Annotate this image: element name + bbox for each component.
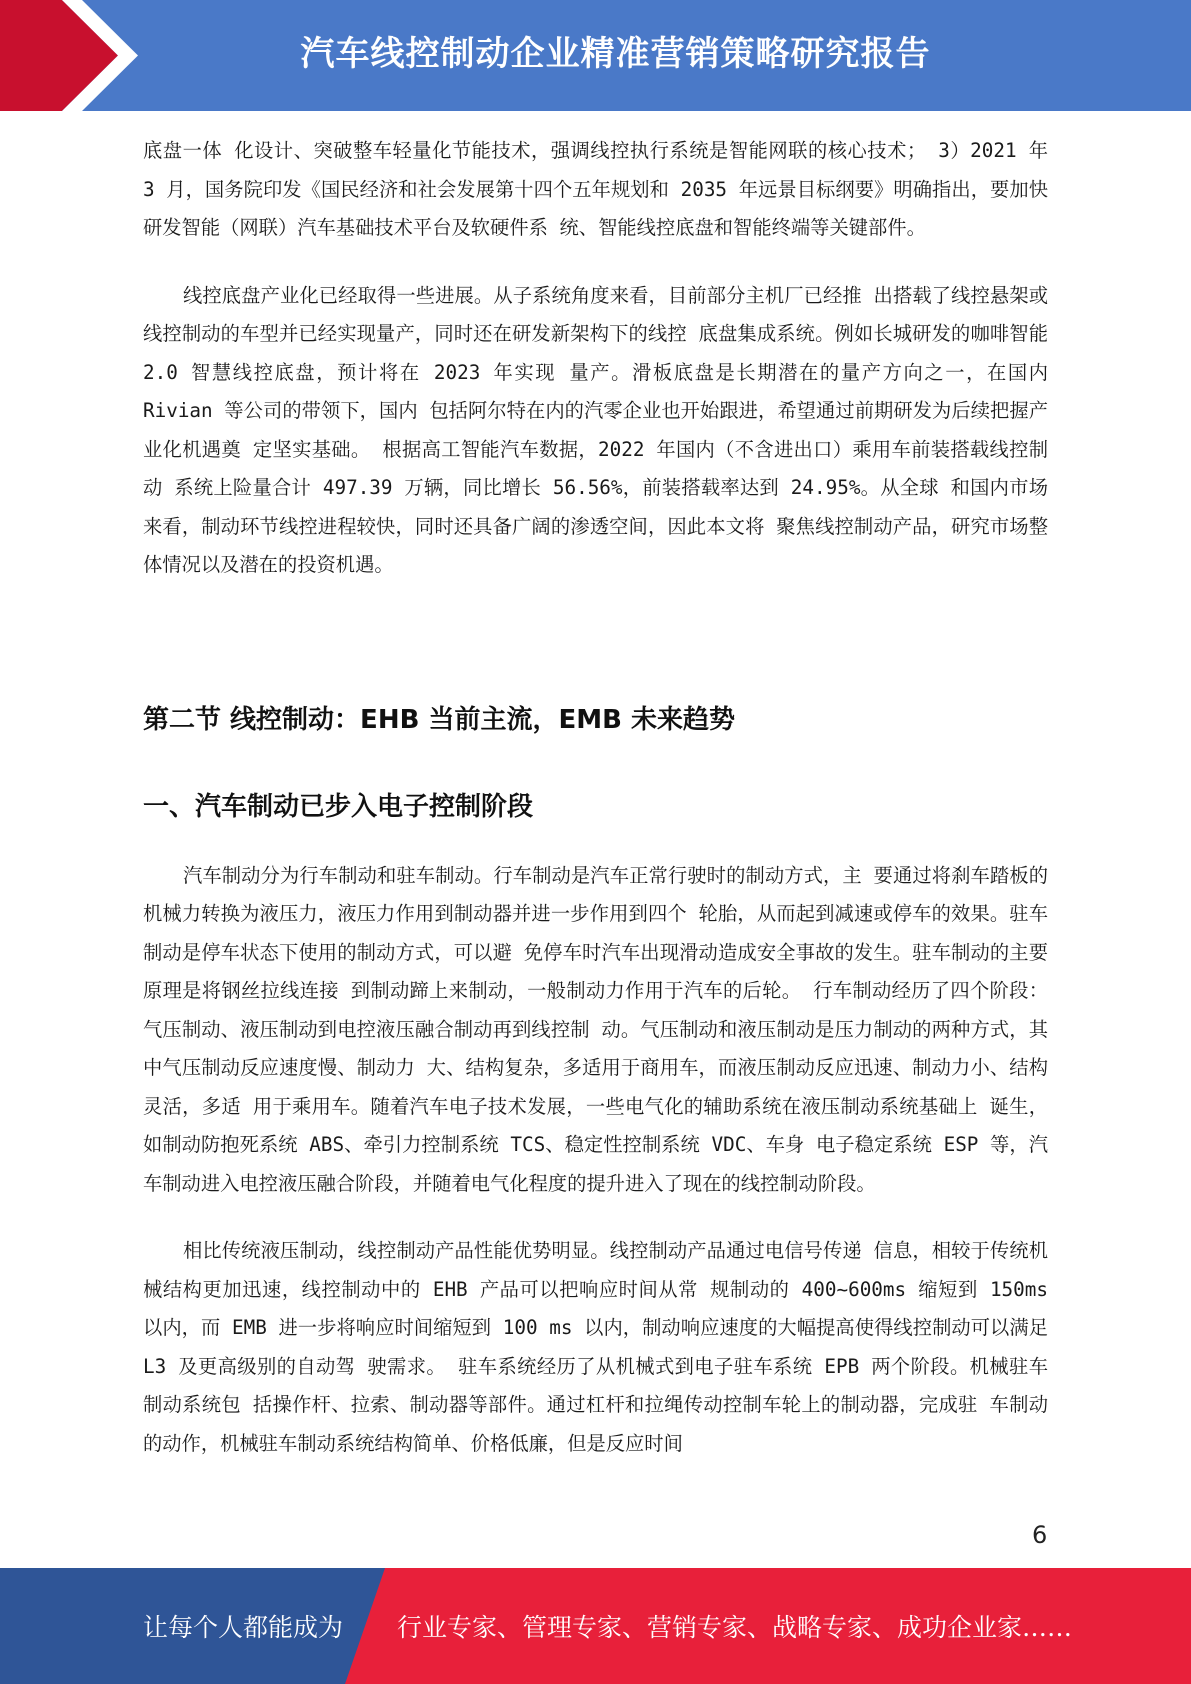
footer-slogan-roles: 行业专家、管理专家、营销专家、战略专家、成功企业家……	[397, 1613, 1073, 1642]
section-title: 第二节 线控制动：EHB 当前主流，EMB 未来趋势	[143, 704, 735, 735]
paragraph-1: 底盘一体 化设计、突破整车轻量化节能技术，强调线控执行系统是智能网联的核心技术； 3）2021 年 3 月，国务院印发《国民经济和社会发展第十四个五年规划和 2035 年远景目标纲要》明确指出，要加快研发智能（网联）汽车基础技术平台及软硬件系 统、智能线控底盘和智能终端等关键部件。	[143, 139, 1048, 239]
subsection-title: 一、汽车制动已步入电子控制阶段	[143, 791, 534, 822]
page-number: 6	[1032, 1521, 1048, 1549]
header-bar	[0, 0, 1191, 111]
document-title: 汽车线控制动企业精准营销策略研究报告	[300, 34, 931, 74]
footer-slogan-lead: 让每个人都能成为	[143, 1613, 344, 1642]
paragraph-2: 线控底盘产业化已经取得一些进展。从子系统角度来看，目前部分主机厂已经推 出搭载了线控悬架或线控制动的车型并已经实现量产，同时还在研发新架构下的线控 底盘集成系统。例如长城研发的咖啡智能 2.0 智慧线控底盘，预计将在 2023 年实现 量产。滑板底盘是长期潜在的量产方向之一，在国内 Rivian 等公司的带领下，国内 包括阿尔特在内的汽零企业也开始跟进，希望通过前期研发为后续把握产业化机遇奠 定坚实基础。 根据高工智能汽车数据，2022 年国内（不含进出口）乘用车前装搭载线控制动 系统上险量合计 497.39 万辆，同比增长 56.56%，前装搭载率达到 24.95%。从全球 和国内市场来看，制动环节线控进程较快，同时还具备广阔的渗透空间，因此本文将 聚焦线控制动产品，研究市场整体情况以及潜在的投资机遇。	[143, 283, 1048, 576]
paragraph-4: 相比传统液压制动，线控制动产品性能优势明显。线控制动产品通过电信号传递 信息，相较于传统机械结构更加迅速，线控制动中的 EHB 产品可以把响应时间从常 规制动的 400~600ms 缩短到 150ms 以内，而 EMB 进一步将响应时间缩短到 100 ms 以内，制动响应速度的大幅提高使得线控制动可以满足 L3 及更高级别的自动驾 驶需求。 驻车系统经历了从机械式到电子驻车系统 EPB 两个阶段。机械驻车制动系统包 括操作杆、拉索、制动器等部件。通过杠杆和拉绳传动控制车轮上的制动器，完成驻 车制动的动作，机械驻车制动系统结构简单、价格低廉，但是反应时间	[143, 1239, 1048, 1455]
page-content	[143, 132, 1048, 1463]
chevron-arrow-icon	[0, 0, 160, 111]
footer-bar	[0, 1568, 1191, 1684]
paragraph-3: 汽车制动分为行车制动和驻车制动。行车制动是汽车正常行驶时的制动方式，主 要通过将刹车踏板的机械力转换为液压力，液压力作用到制动器并进一步作用到四个 轮胎，从而起到减速或停车的效果。驻车制动是停车状态下使用的制动方式，可以避 免停车时汽车出现滑动造成安全事故的发生。驻车制动的主要原理是将钢丝拉线连接 到制动蹄上来制动，一般制动力作用于汽车的后轮。 行车制动经历了四个阶段：气压制动、液压制动到电控液压融合制动再到线控制 动。气压制动和液压制动是压力制动的两种方式，其中气压制动反应速度慢、制动力 大、结构复杂，多适用于商用车，而液压制动反应迅速、制动力小、结构灵活，多适 用于乘用车。随着汽车电子技术发展，一些电气化的辅助系统在液压制动系统基础上 诞生，如制动防抱死系统 ABS、牵引力控制系统 TCS、稳定性控制系统 VDC、车身 电子稳定系统 ESP 等，汽车制动进入电控液压融合阶段，并随着电气化程度的提升进入了现在的线控制动阶段。	[143, 863, 1048, 1195]
